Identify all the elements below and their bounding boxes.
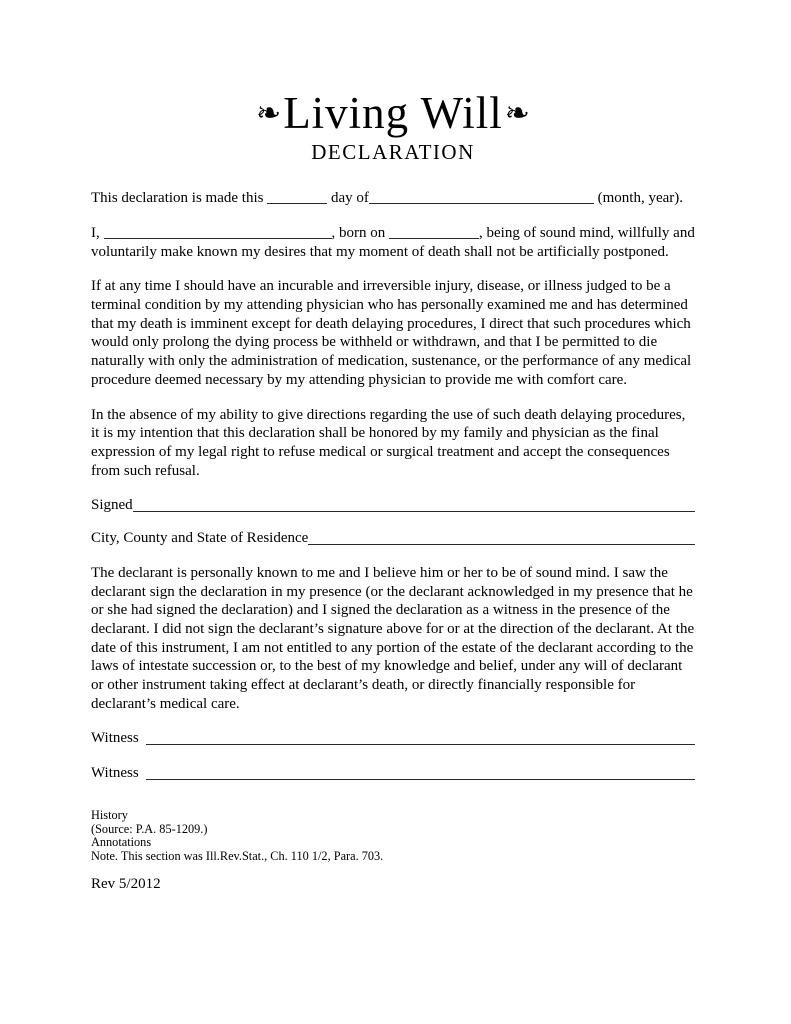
fleuron-right-icon: ❧ xyxy=(504,96,530,131)
declarant-post: , being of sound mind, willfully and voluntarily make known my desires that my moment of death shall not be artificially postponed. xyxy=(91,224,695,260)
footer-note: Note. This section was Ill.Rev.Stat., Ch. 110 1/2, Para. 703. xyxy=(91,849,384,864)
residence-field[interactable] xyxy=(308,529,695,545)
declarant-pre: I, xyxy=(91,224,100,241)
date-line-post: (month, year). xyxy=(597,190,684,207)
declarant-paragraph xyxy=(91,224,695,261)
date-line-pre: This declaration is made this xyxy=(91,190,264,207)
witness1-label: Witness xyxy=(91,730,139,747)
document-title: Living Will xyxy=(283,88,503,138)
footer-annotations: Annotations xyxy=(91,835,152,850)
revision-label: Rev 5/2012 xyxy=(91,876,161,893)
month-year-field[interactable] xyxy=(369,192,594,204)
signed-label: Signed xyxy=(91,497,133,514)
witness1-field[interactable] xyxy=(146,729,695,745)
residence-row xyxy=(91,529,695,548)
date-line xyxy=(91,189,695,208)
document-body xyxy=(91,189,695,893)
signed-row xyxy=(91,496,695,515)
witness2-field[interactable] xyxy=(146,764,695,780)
absence-paragraph: In the absence of my ability to give directions regarding the use of such death delaying procedures, it is my intention that this declaration shall be honored by my family and physician as the final expression of my legal right to refuse medical or surgical treatment and accept the consequences from such refusal. xyxy=(91,406,686,479)
footer-history: History xyxy=(91,807,128,822)
witness1-row xyxy=(91,729,695,748)
residence-label: City, County and State of Residence xyxy=(91,530,309,547)
terminal-condition-paragraph: If at any time I should have an incurable and irreversible injury, disease, or illness judged to be a terminal condition by my attending physician who has personally examined me and has determined that my death is imminent except for death delaying procedures, I direct that such procedures which would only prolong the dying process be withheld or withdrawn, and that I be permitted to die naturally with only the administration of medication, sustenance, or the performance of any medical procedure deemed necessary by my attending physician to provide me with comfort care. xyxy=(91,278,692,388)
day-field[interactable] xyxy=(267,192,327,204)
witness2-label: Witness xyxy=(91,765,139,782)
declarant-mid: , born on xyxy=(331,224,386,241)
footer-source: (Source: P.A. 85-1209.) xyxy=(91,821,208,836)
document-header xyxy=(91,90,695,137)
declarant-name-field[interactable] xyxy=(104,227,332,239)
document-subtitle: DECLARATION xyxy=(311,140,475,165)
fleuron-left-icon: ❧ xyxy=(256,96,282,131)
date-line-mid: day of xyxy=(330,190,369,207)
statute-notes xyxy=(91,809,695,864)
witness2-row xyxy=(91,764,695,783)
witness-statement-paragraph: The declarant is personally known to me and I believe him or her to be of sound mind. I saw the declarant sign the declaration in my presence (or the declarant acknowledged in my presence that he or she had signed the declaration) and I signed the declaration as a witness in the presence of the declarant. I did not sign the declarant’s signature above for or at the direction of the declarant. At the date of this instrument, I am not entitled to any portion of the estate of the declarant according to the laws of intestate succession or, to the best of my knowledge and belief, under any will of declarant or other instrument taking effect at declarant’s death, or directly financially responsible for declarant’s medical care. xyxy=(91,564,695,712)
signed-field[interactable] xyxy=(133,496,695,512)
birth-date-field[interactable] xyxy=(389,227,479,239)
